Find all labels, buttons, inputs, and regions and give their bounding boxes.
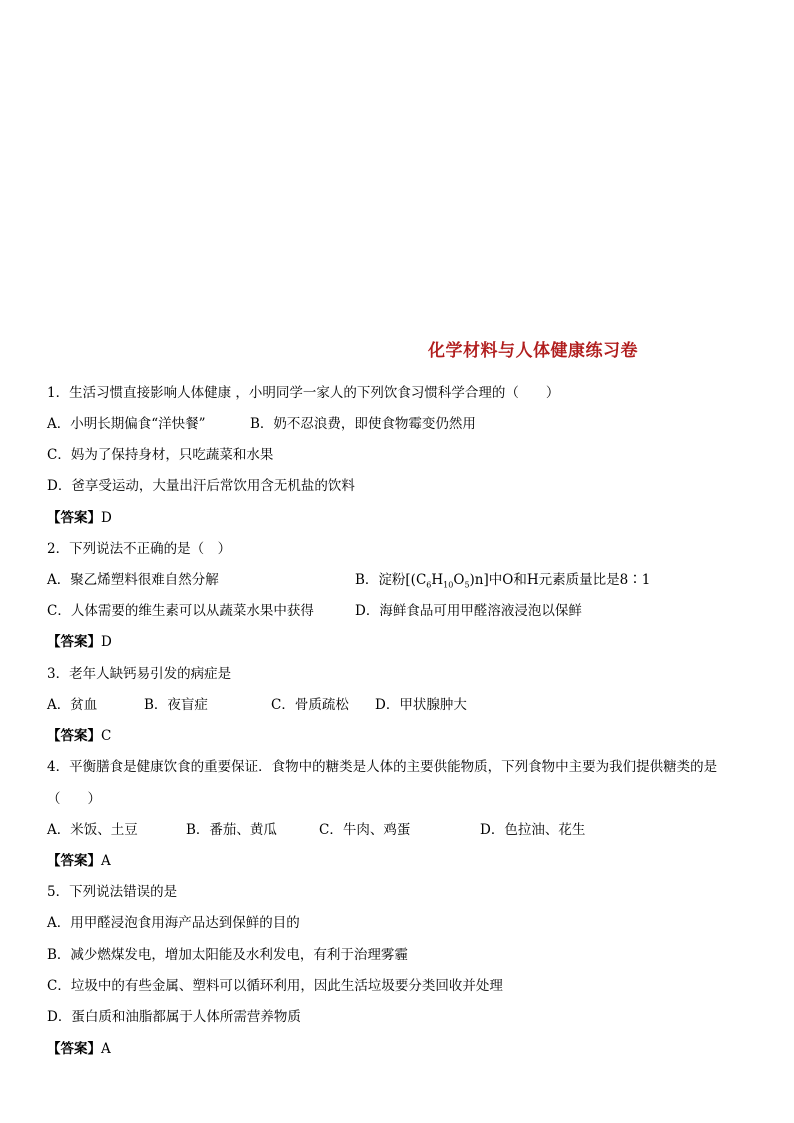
answer-value: A: [101, 853, 111, 869]
question-2-options-ab: [47, 571, 651, 590]
question-1-options-ab: [47, 415, 476, 433]
answer-value: D: [101, 634, 112, 650]
question-3-option-b: B．夜盲症: [144, 697, 208, 713]
question-3-options: [47, 696, 467, 714]
question-4-answer: [47, 852, 111, 870]
question-5-option-d: D．蛋白质和油脂都属于人体所需营养物质: [47, 1009, 301, 1025]
question-5-stem: 5．下列说法错误的是: [47, 884, 178, 900]
question-5-answer: [47, 1040, 111, 1058]
answer-label: 【答案】: [47, 634, 101, 650]
question-4-stem: 4．平衡膳食是健康饮食的重要保证．食物中的糖类是人体的主要供能物质，下列食物中主要为我们提供糖类的是: [47, 759, 718, 775]
question-3-stem: 3．老年人缺钙易引发的病症是: [47, 666, 232, 682]
question-3-option-d: D．甲状腺肿大: [375, 697, 467, 713]
answer-label: 【答案】: [47, 510, 101, 526]
question-2-answer: [47, 633, 112, 651]
question-1-option-a: A．小明长期偏食“洋快餐”: [47, 416, 206, 432]
question-3-option-c: C．骨质疏松: [271, 697, 349, 713]
question-2-options-cd: [47, 602, 582, 620]
question-2-option-d: D．海鲜食品可用甲醛溶液浸泡以保鲜: [355, 603, 582, 619]
answer-label: 【答案】: [47, 853, 101, 869]
question-2-stem: 2．下列说法不正确的是（ ）: [47, 541, 232, 557]
question-1-stem: 1．生活习惯直接影响人体健康 ，小明同学一家人的下列饮食习惯科学合理的（ ）: [47, 385, 560, 401]
question-4-option-c: C．牛肉、鸡蛋: [319, 822, 411, 838]
question-5-option-c: C．垃圾中的有些金属、塑料可以循环利用，因此生活垃圾要分类回收并处理: [47, 978, 503, 994]
answer-value: A: [101, 1041, 111, 1057]
answer-value: C: [101, 728, 112, 744]
question-4-options: [47, 821, 586, 839]
question-3-answer: [47, 727, 111, 745]
question-2-option-b: B．淀粉$[(C_6H_{10}O_5)n]$中O和H元素质量比是8∶1: [355, 572, 651, 590]
question-3-option-a: A．贫血: [47, 697, 98, 713]
question-1-option-b: B．奶不忍浪费，即使食物霉变仍然用: [250, 416, 476, 432]
answer-label: 【答案】: [47, 728, 101, 744]
question-4-stem-cont: （ ）: [47, 791, 101, 807]
answer-label: 【答案】: [47, 1041, 101, 1057]
answer-value: D: [101, 510, 112, 526]
question-5-option-a: A．用甲醛浸泡食用海产品达到保鲜的目的: [47, 915, 300, 931]
question-1-option-c: C．妈为了保持身材，只吃蔬菜和水果: [47, 447, 274, 463]
question-4-option-d: D．色拉油、花生: [480, 822, 586, 838]
question-1-option-d: D．爸享受运动，大量出汗后常饮用含无机盐的饮料: [47, 478, 355, 494]
question-1-answer: [47, 509, 112, 527]
question-4-option-b: B．番茄、黄瓜: [186, 822, 277, 838]
question-2-option-c: C．人体需要的维生素可以从蔬菜水果中获得: [47, 603, 314, 619]
question-5-option-b: B．减少燃煤发电，增加太阳能及水利发电，有利于治理雾霾: [47, 947, 408, 963]
question-2-option-a: A．聚乙烯塑料很难自然分解: [47, 572, 219, 588]
page-title: 化学材料与人体健康练习卷: [428, 341, 638, 361]
question-4-option-a: A．米饭、土豆: [47, 822, 138, 838]
